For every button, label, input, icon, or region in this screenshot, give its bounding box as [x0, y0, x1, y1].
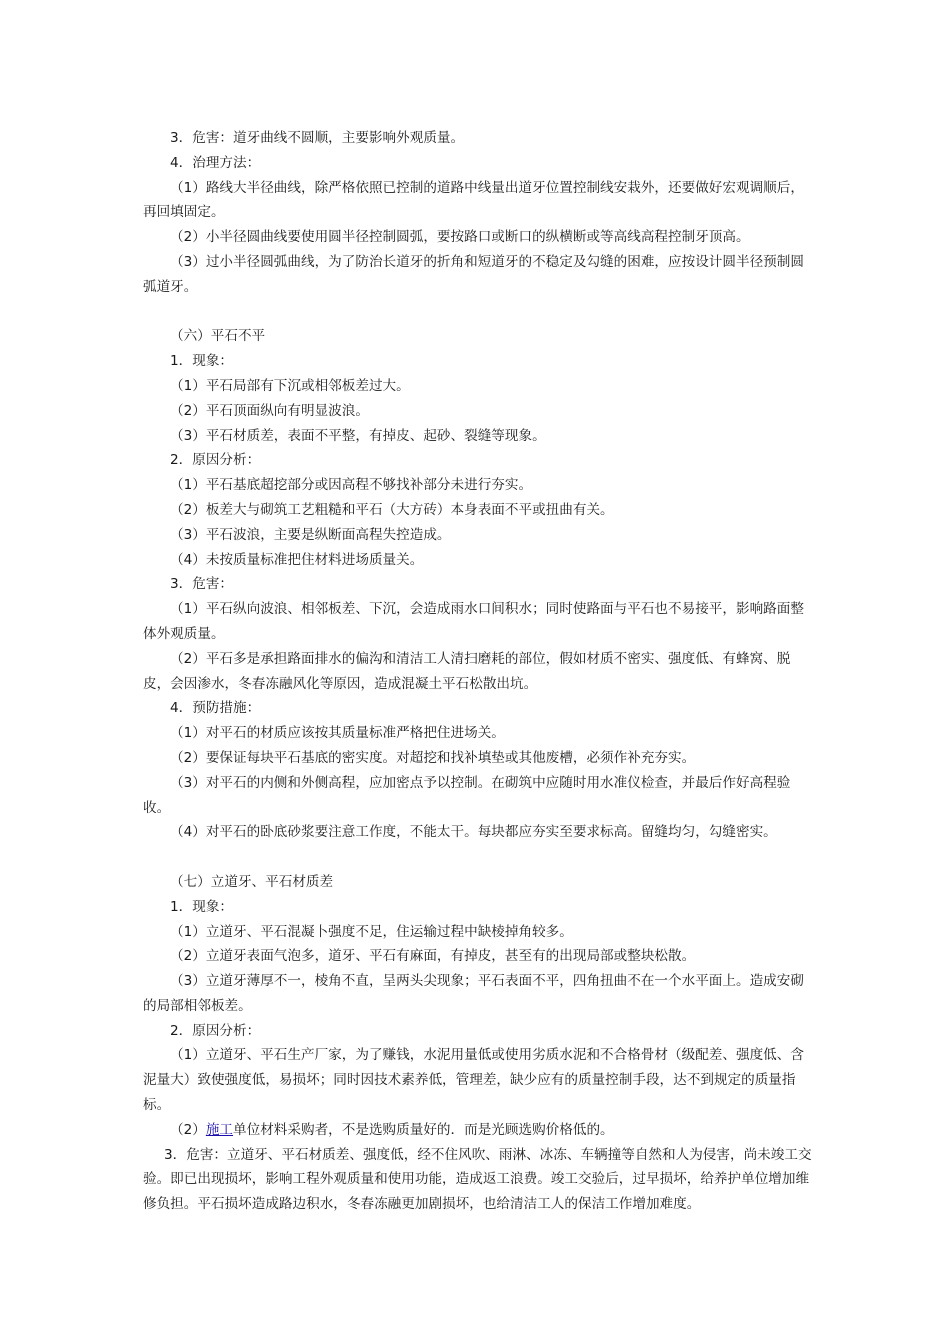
paragraph: 2．原因分析：	[170, 452, 261, 469]
paragraph: （1）立道牙、平石混凝卜强度不足，住运输过程中缺棱掉角较多。	[170, 923, 573, 940]
paragraph: （1）路线大半径曲线，除严格依照已控制的道路中线量出道牙位置控制线安栽外，还要做好宏观调顺后，再回填固定。	[143, 179, 804, 221]
section-heading: （七）立道牙、平石材质差	[170, 873, 334, 890]
paragraph: （2）板差大与砌筑工艺粗糙和平石（大方砖）本身表面不平或扭曲有关。	[170, 501, 614, 518]
paragraph: （1）对平石的材质应该按其质量标准严格把住进场关。	[170, 725, 505, 742]
paragraph: 2．原因分析：	[170, 1022, 261, 1039]
paragraph: 4．治理方法：	[170, 154, 261, 171]
section-heading: （六）平石不平	[170, 328, 266, 345]
paragraph: （3）平石波浪，主要是纵断面高程失控造成。	[170, 526, 451, 543]
paragraph: （3）平石材质差，表面不平整，有掉皮、起砂、裂缝等现象。	[170, 427, 546, 444]
paragraph: 3．危害：道牙曲线不圆顺，主要影响外观质量。	[170, 130, 465, 146]
paragraph: 4．预防措施：	[170, 700, 261, 717]
document-body	[143, 126, 815, 1217]
paragraph: （1）立道牙、平石生产厂家，为了赚钱，水泥用量低或使用劣质水泥和不合格骨材（级配差、强度低、含泥量大）致使强度低，易损坏；同时因技术素养低，管理差，缺少应有的质量控制手段，达不到规定的质量指标。	[143, 1047, 804, 1114]
paragraph: （4）对平石的卧底砂浆要注意工作度，不能太干。每块都应夯实至要求标高。留缝均匀，勾缝密实。	[170, 824, 777, 841]
paragraph: （2）平石顶面纵向有明显波浪。	[170, 402, 369, 419]
construction-link[interactable]: 施工	[205, 1121, 234, 1138]
paragraph: 1．现象：	[170, 353, 234, 370]
paragraph: 1．现象：	[170, 898, 234, 915]
blank-line	[143, 845, 815, 870]
paragraph: （2）平石多是承担路面排水的偏沟和清洁工人清扫磨耗的部位，假如材质不密实、强度低、有蜂窝、脱皮，会因渗水，冬春冻融风化等原因，造成混凝土平石松散出坑。	[143, 650, 791, 692]
paragraph: （3）对平石的内侧和外侧高程，应加密点予以控制。在砌筑中应随时用水准仪检查，并最后作好高程验收。	[143, 774, 791, 816]
paragraph: （4）未按质量标准把住材料进场质量关。	[170, 551, 424, 568]
paragraph: （1）平石纵向波浪、相邻板差、下沉，会造成雨水口间积水；同时使路面与平石也不易接平，影响路面整体外观质量。	[143, 601, 804, 642]
paragraph: （3）过小半径圆弧曲线，为了防治长道牙的折角和短道牙的不稳定及勾缝的困难，应按设计圆半径预制圆弧道牙。	[143, 253, 804, 295]
paragraph: （3）立道牙薄厚不一，棱角不直，呈两头尖现象；平石表面不平，四角扭曲不在一个水平面上。造成安砌的局部相邻板差。	[143, 973, 804, 1014]
paragraph: （2）小半径圆曲线要使用圆半径控制圆弧，要按路口或断口的纵横断或等高线高程控制牙顶高。	[170, 229, 750, 246]
paragraph: （1）平石基底超挖部分或因高程不够找补部分未进行夯实。	[170, 477, 533, 494]
paragraph: （2）立道牙表面气泡多，道牙、平石有麻面，有掉皮，甚至有的出现局部或整块松散。	[170, 948, 696, 965]
blank-line	[143, 300, 815, 325]
paragraph: 3．危害：立道牙、平石材质差、强度低，经不住风吹、雨淋、冰冻、车辆撞等自然和人为侵害，尚未竣工交验。即已出现损坏，影响工程外观质量和使用功能，造成返工浪费。竣工交验后，过早损坏，给养护单位增加维修负担。平石损坏造成路边积水，冬春冻融更加剧损坏，也给清洁工人的保洁工作增加难度。	[143, 1146, 812, 1213]
paragraph-prefix: （2）	[170, 1121, 206, 1138]
paragraph: 3．危害：	[170, 576, 234, 593]
paragraph	[143, 1118, 815, 1143]
paragraph: （2）要保证每块平石基底的密实度。对超挖和找补填垫或其他废槽，必须作补充夯实。	[170, 749, 696, 766]
paragraph-text: 单位材料采购者，不是选购质量好的．而是光顾选购价格低的。	[233, 1121, 614, 1138]
paragraph: （1）平石局部有下沉或相邻板差过大。	[170, 377, 410, 394]
